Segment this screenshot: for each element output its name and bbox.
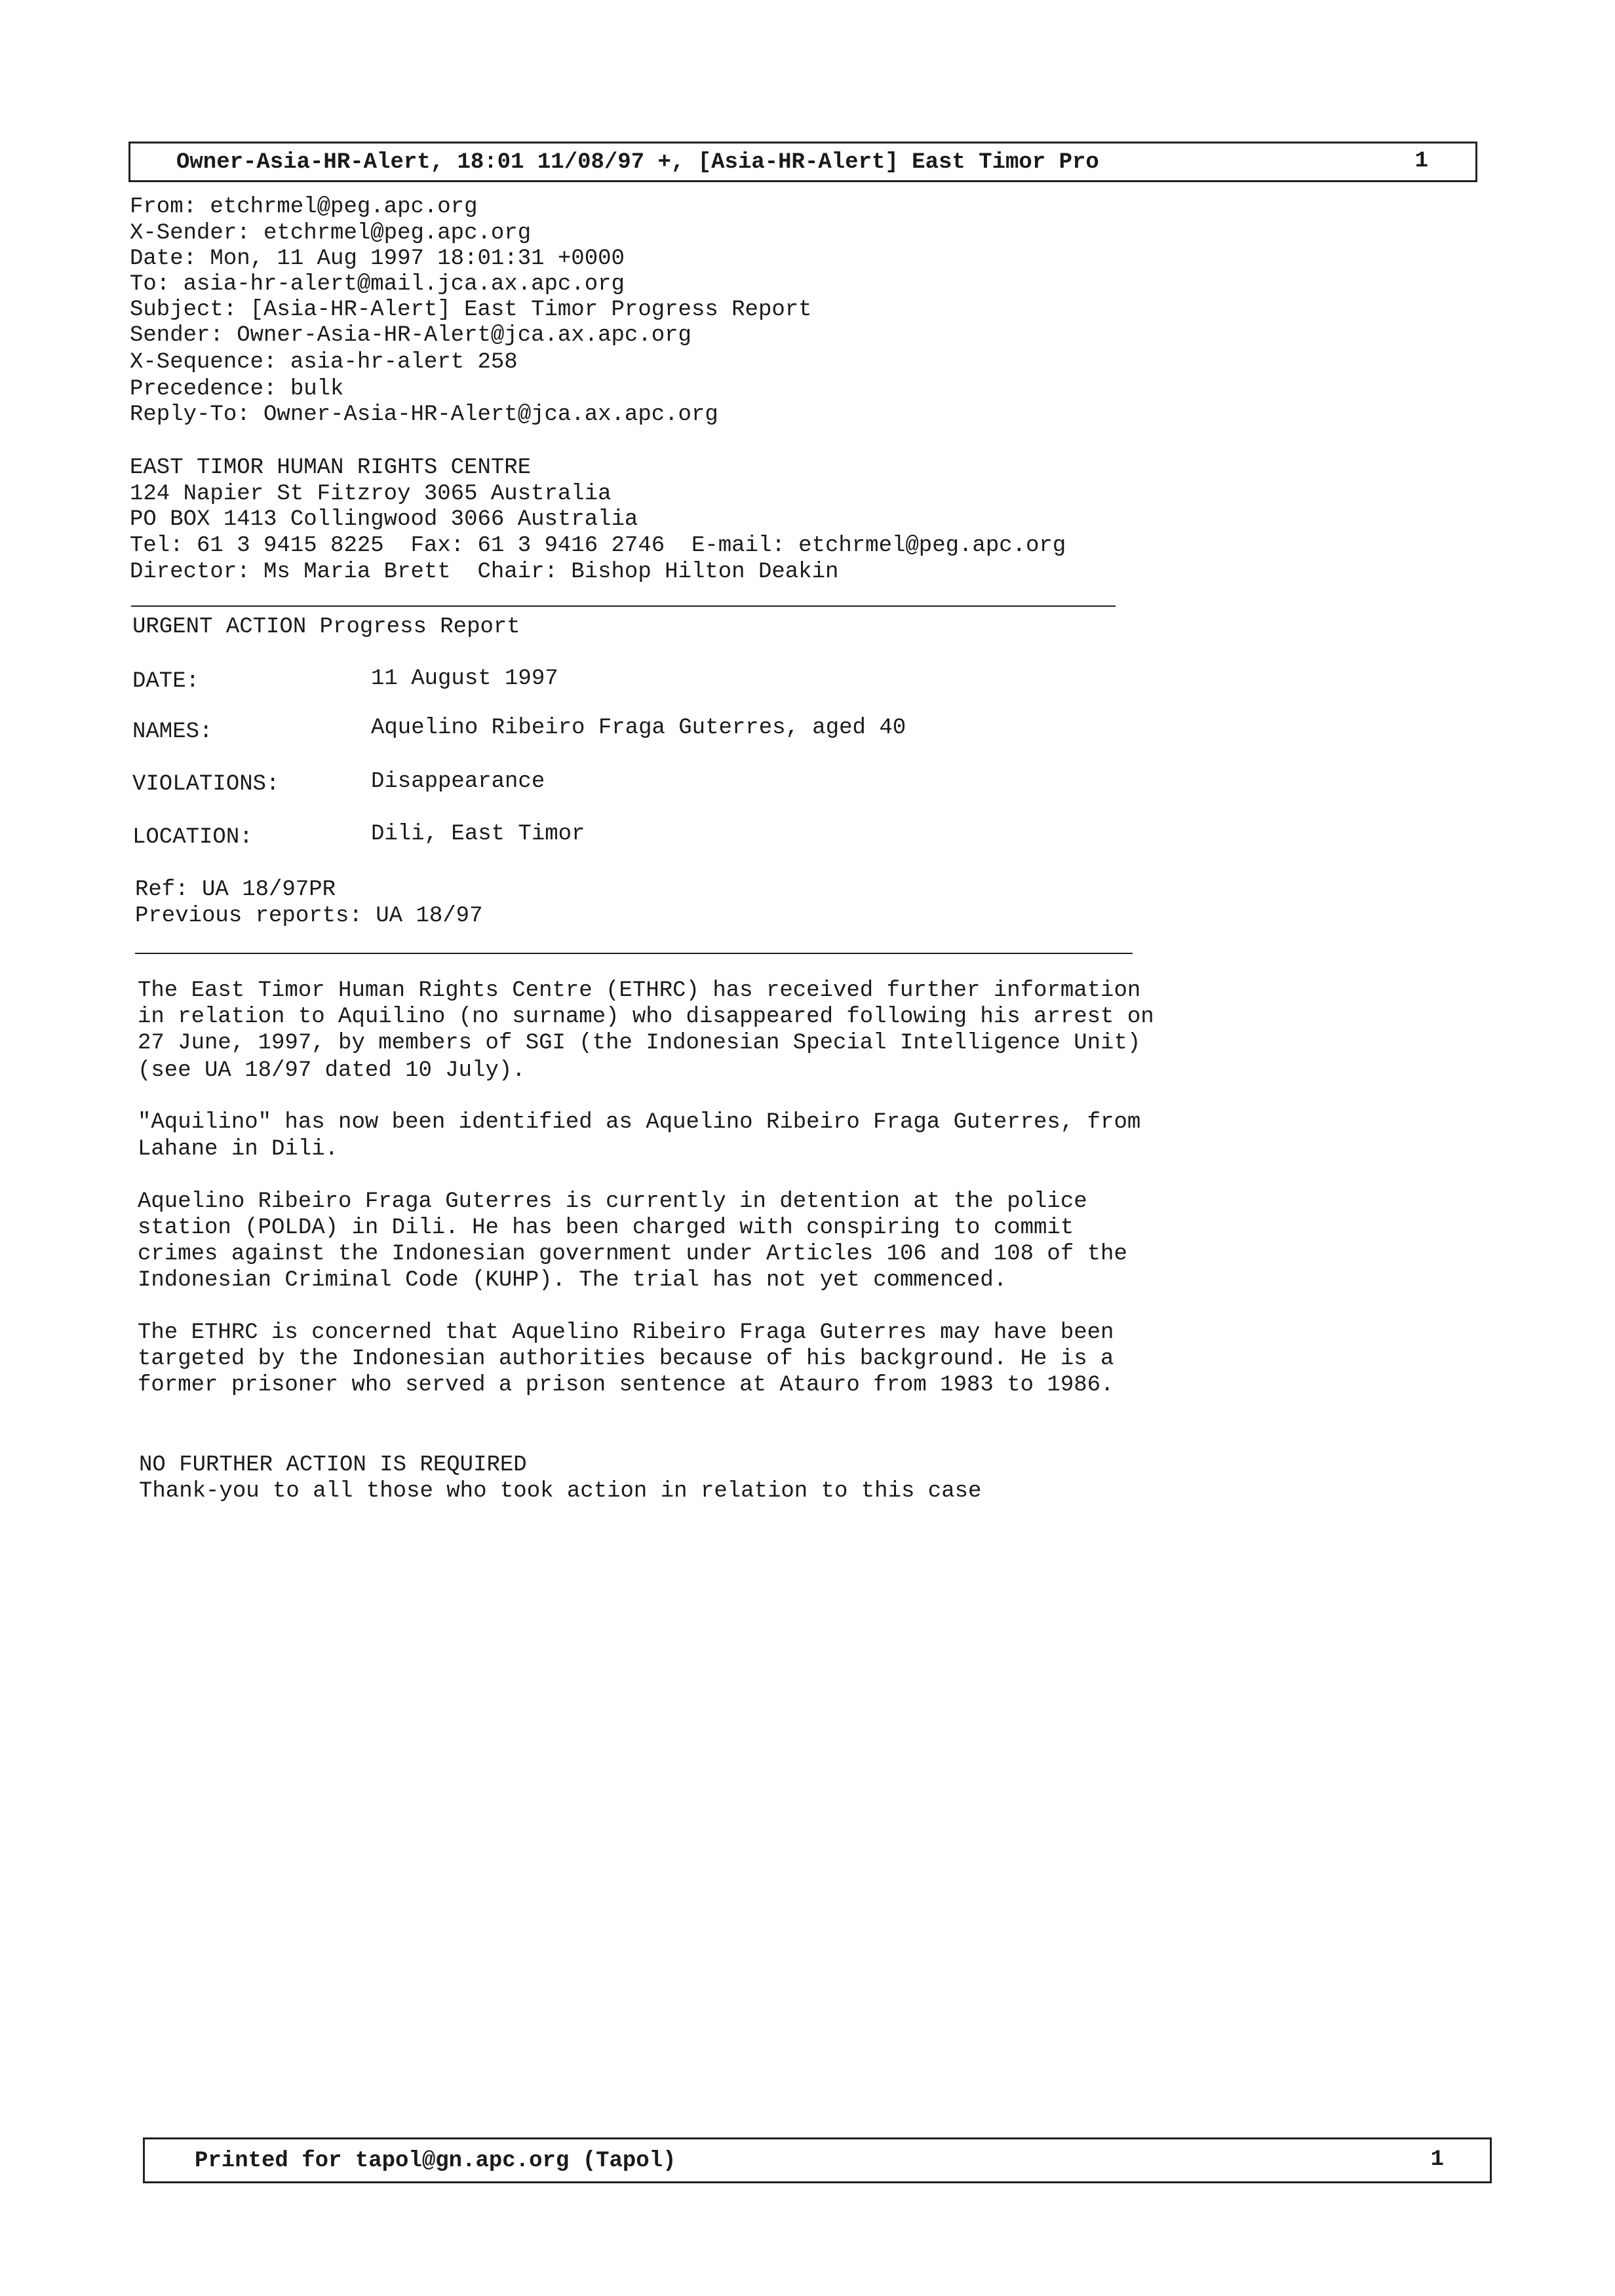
reference-ref: Ref: UA 18/97PR — [135, 877, 336, 902]
paragraph-3-line-3: crimes against the Indonesian government under Articles 106 and 108 of the — [138, 1242, 1127, 1267]
org-po-box: PO BOX 1413 Collingwood 3066 Australia — [130, 507, 638, 532]
divider-top — [131, 605, 1116, 607]
paragraph-4-line-3: former prisoner who served a prison sentence at Atauro from 1983 to 1986. — [138, 1373, 1114, 1398]
field-label-date: DATE: — [132, 669, 200, 694]
org-street-address: 124 Napier St Fitzroy 3065 Australia — [130, 482, 612, 507]
paragraph-1-line-1: The East Timor Human Rights Centre (ETHRC) has received further information — [138, 978, 1141, 1003]
email-header-to: To: asia-hr-alert@mail.jca.ax.apc.org — [130, 272, 625, 297]
org-contact: Tel: 61 3 9415 8225 Fax: 61 3 9416 2746 E-mail: etchrmel@peg.apc.org — [130, 533, 1066, 558]
print-header — [128, 142, 1477, 182]
paragraph-3-line-1: Aquelino Ribeiro Fraga Guterres is currently in detention at the police — [138, 1189, 1087, 1214]
org-director-chair: Director: Ms Maria Brett Chair: Bishop Hilton Deakin — [130, 560, 839, 584]
email-header-from: From: etchrmel@peg.apc.org — [130, 195, 478, 220]
email-header-date: Date: Mon, 11 Aug 1997 18:01:31 +0000 — [130, 246, 625, 271]
field-value-names: Aquelino Ribeiro Fraga Guterres, aged 40 — [371, 716, 906, 740]
field-label-violations: VIOLATIONS: — [132, 772, 280, 797]
email-header-x-sequence: X-Sequence: asia-hr-alert 258 — [130, 350, 518, 375]
paragraph-3-line-2: station (POLDA) in Dili. He has been charged with conspiring to commit — [138, 1215, 1074, 1240]
reference-previous: Previous reports: UA 18/97 — [135, 904, 483, 928]
email-header-x-sender: X-Sender: etchrmel@peg.apc.org — [130, 221, 532, 246]
email-header-precedence: Precedence: bulk — [130, 377, 344, 402]
closing-no-further-action: NO FURTHER ACTION IS REQUIRED — [139, 1453, 527, 1478]
paragraph-1-line-2: in relation to Aquilino (no surname) who disappeared following his arrest on — [138, 1004, 1154, 1029]
field-value-location: Dili, East Timor — [371, 822, 585, 847]
org-name: EAST TIMOR HUMAN RIGHTS CENTRE — [130, 455, 532, 480]
header-title: Owner-Asia-HR-Alert, 18:01 11/08/97 +, [Asia-HR-Alert] East Timor Pro — [176, 150, 1099, 175]
paragraph-4-line-1: The ETHRC is concerned that Aquelino Ribeiro Fraga Guterres may have been — [138, 1320, 1114, 1345]
closing-thank-you: Thank-you to all those who took action in relation to this case — [139, 1479, 982, 1504]
action-title: URGENT ACTION Progress Report — [132, 615, 520, 640]
email-header-sender: Sender: Owner-Asia-HR-Alert@jca.ax.apc.org — [130, 323, 691, 348]
header-page-number: 1 — [1414, 149, 1428, 174]
divider-bottom — [135, 953, 1133, 954]
print-footer — [143, 2137, 1492, 2183]
paragraph-4-line-2: targeted by the Indonesian authorities because of his background. He is a — [138, 1347, 1114, 1371]
field-value-date: 11 August 1997 — [371, 666, 558, 691]
paragraph-2-line-1: "Aquilino" has now been identified as Aquelino Ribeiro Fraga Guterres, from — [138, 1110, 1141, 1135]
field-value-violations: Disappearance — [371, 769, 545, 794]
footer-title: Printed for tapol@gn.apc.org (Tapol) — [195, 2149, 676, 2173]
field-label-location: LOCATION: — [132, 825, 253, 850]
email-header-reply-to: Reply-To: Owner-Asia-HR-Alert@jca.ax.apc.org — [130, 402, 718, 427]
footer-page-number: 1 — [1430, 2147, 1444, 2172]
paragraph-1-line-4: (see UA 18/97 dated 10 July). — [138, 1058, 526, 1083]
paragraph-2-line-2: Lahane in Dili. — [138, 1137, 339, 1162]
email-header-subject: Subject: [Asia-HR-Alert] East Timor Progress Report — [130, 297, 812, 322]
paragraph-1-line-3: 27 June, 1997, by members of SGI (the Indonesian Special Intelligence Unit) — [138, 1031, 1141, 1056]
field-label-names: NAMES: — [132, 719, 213, 744]
paragraph-3-line-4: Indonesian Criminal Code (KUHP). The trial has not yet commenced. — [138, 1268, 1007, 1293]
